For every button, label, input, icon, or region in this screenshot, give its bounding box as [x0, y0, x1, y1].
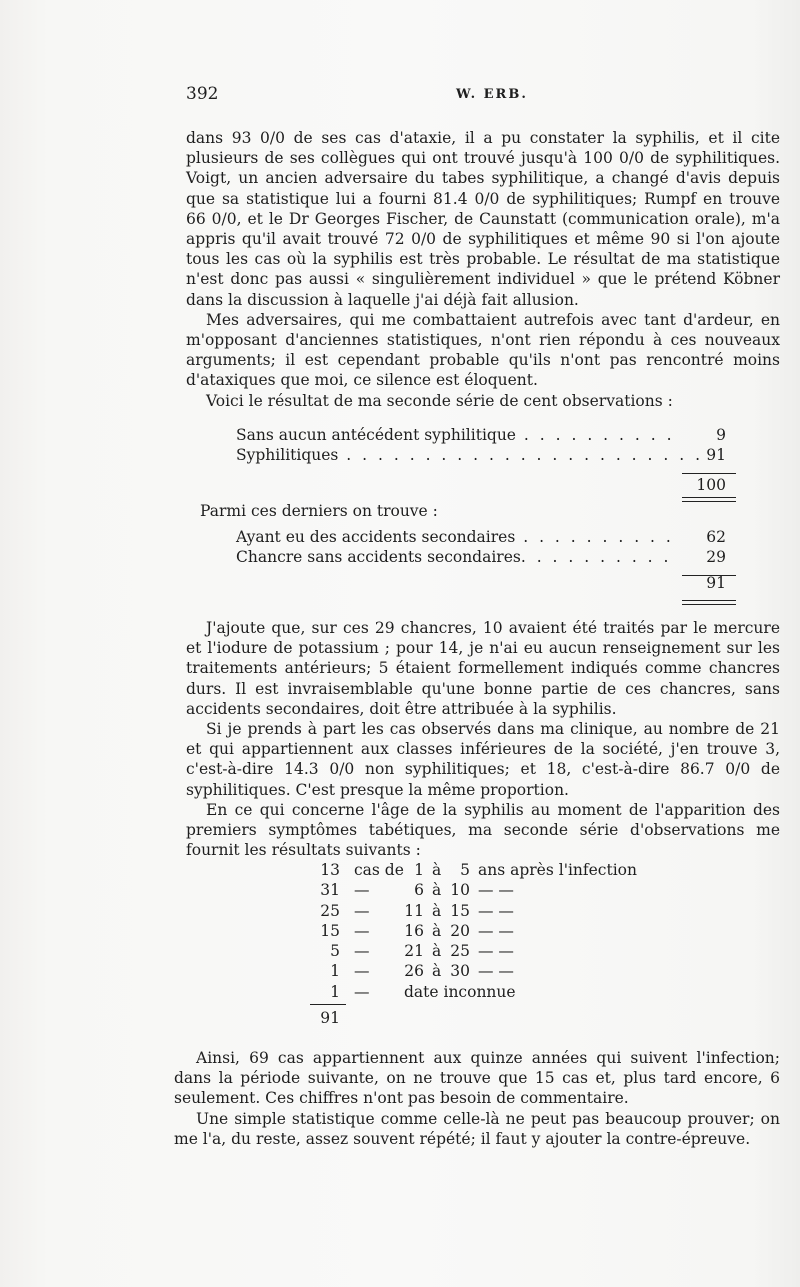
- range-sep: à: [432, 881, 442, 900]
- paragraph: En ce qui concerne l'âge de la syphilis au moment de l'apparition des premiers symptômes tabétiques, ma seconde série d'observations me fournit les résultats suivants :: [186, 800, 780, 860]
- ditto-mark: — —: [478, 962, 514, 981]
- range-to: 10: [450, 881, 470, 900]
- range-from: 26: [404, 962, 424, 981]
- stat-value: 9: [716, 426, 726, 444]
- running-head: W. ERB.: [456, 87, 528, 102]
- page-number: 392: [186, 84, 219, 104]
- stat-label: Sans aucun antécédent syphilitique: [236, 426, 516, 444]
- range-to: 5: [460, 861, 470, 879]
- paragraph: Si je prends à part les cas observés dans ma clinique, au nombre de 21 et qui appartiennent aux classes inférieures de la société, j'en trouve 3, c'est-à-dire 14.3 0/0 non syphilitiques; et 18, c'est-à-dire 86.7 0/0 de syphilitiques. C'est presque la même proportion.: [186, 720, 780, 799]
- stat-label: Syphilitiques: [236, 446, 339, 464]
- total-double-rule: [682, 600, 736, 605]
- body-text-top: [186, 128, 780, 411]
- stat-row: [186, 527, 746, 547]
- range-to: 15: [450, 901, 470, 920]
- paragraph: Une simple statistique comme celle-là ne peut pas beaucoup prouver; on me l'a, du reste, assez souvent répété; il faut y ajouter la contre-épreuve.: [174, 1109, 780, 1148]
- ditto-mark: — —: [478, 881, 514, 900]
- stat-value: 29: [706, 548, 726, 566]
- case-count: 25: [320, 901, 340, 920]
- range-sep: à: [432, 962, 442, 981]
- sum-rule: [310, 1004, 346, 1005]
- ditto-mark: —: [354, 921, 370, 940]
- range-to: 20: [450, 921, 470, 940]
- range-from: 11: [404, 901, 424, 920]
- ditto-mark: —: [354, 942, 370, 961]
- unknown-date-label: date inconnue: [404, 982, 516, 1001]
- range-from: 6: [414, 881, 424, 900]
- stat-value: 62: [706, 528, 726, 546]
- paragraph: dans 93 0/0 de ses cas d'ataxie, il a pu constater la syphilis, et il cite plusieurs de ses collègues qui ont trouvé jusqu'à 100 0/0 de syphilitiques. Voigt, un ancien adversaire du tabes syphilitique, a changé d'avis depuis que sa statistique lui a fourni 81.4 0/0 de syphilitiques; Rumpf en trouve 66 0/0, et le Dr Georges Fischer, de Caunstatt (communication orale), m'a appris qu'il avait trouvé 72 0/0 de syphilitiques et même 90 si l'on ajoute tous les cas où la syphilis est très probable. Le résultat de ma statistique n'est donc pas aussi « singulièrement individuel » que le prétend Köbner dans la discussion à laquelle j'ai déjà fait allusion.: [186, 129, 780, 309]
- case-count: 31: [320, 881, 340, 900]
- case-count: 15: [320, 921, 340, 940]
- case-count: 13: [320, 861, 340, 879]
- ditto-mark: —: [354, 881, 370, 900]
- range-from: 16: [404, 921, 424, 940]
- body-text-middle: [186, 618, 780, 860]
- leader-dots: . . . . . . . . . .: [515, 426, 675, 444]
- stat-row: [186, 445, 746, 465]
- unit-label: cas de: [354, 861, 404, 879]
- page-header: [186, 84, 776, 108]
- ditto-mark: — —: [478, 942, 514, 961]
- stat-row: [186, 425, 746, 445]
- stat-label: Chancre sans accidents secondaires: [236, 548, 521, 566]
- stat-label: Ayant eu des accidents secondaires: [236, 528, 516, 546]
- ditto-mark: —: [354, 982, 370, 1001]
- range-sep: à: [432, 861, 442, 879]
- statistics-first-series: [186, 425, 746, 593]
- leader-dots: . . . . . . . . . . . . . . . . . . . . . . .: [338, 446, 704, 464]
- stat-total-row: [186, 573, 746, 593]
- range-sep: à: [432, 921, 442, 940]
- case-count: 1: [330, 982, 340, 1001]
- body-text-bottom: [174, 1048, 780, 1149]
- ditto-mark: — —: [478, 901, 514, 920]
- stat-intro: Parmi ces derniers on trouve :: [200, 502, 438, 520]
- stat-row: [186, 547, 746, 567]
- paragraph: J'ajoute que, sur ces 29 chancres, 10 avaient été traités par le mercure et l'iodure de potassium ; pour 14, je n'ai eu aucun renseignement sur les traitements antérieurs; 5 étaient formellement indiqués comme chancres durs. Il est invraisemblable qu'une bonne partie de ces chancres, sans accidents secondaires, doit être attribuée à la syphilis.: [186, 619, 780, 718]
- range-sep: à: [432, 901, 442, 920]
- case-count: 5: [330, 942, 340, 961]
- stat-intro-row: [186, 501, 746, 521]
- ditto-mark: —: [354, 962, 370, 981]
- range-from: 1: [414, 861, 424, 879]
- stat-total: 100: [696, 476, 726, 494]
- range-to: 30: [450, 962, 470, 981]
- case-total: 91: [320, 1009, 340, 1028]
- ditto-mark: —: [354, 901, 370, 920]
- stat-total-row: [186, 475, 746, 495]
- paragraph: Mes adversaires, qui me combattaient autrefois avec tant d'ardeur, en m'opposant d'anciennes statistiques, n'ont rien répondu à ces nouveaux arguments; il est cependant probable qu'ils n'ont pas rencontré moins d'ataxiques que moi, ce silence est éloquent.: [186, 310, 780, 390]
- ditto-mark: — —: [478, 921, 514, 940]
- range-suffix: ans après l'infection: [478, 861, 637, 879]
- paragraph: Ainsi, 69 cas appartiennent aux quinze années qui suivent l'infection; dans la période suivante, on ne trouve que 15 cas et, plus tard encore, 6 seulement. Ces chiffres n'ont pas besoin de commentaire.: [174, 1049, 780, 1108]
- leader-dots: . . . . . . . . . .: [515, 528, 674, 546]
- paragraph: Voici le résultat de ma seconde série de cent observations :: [206, 391, 673, 410]
- leader-dots: . . . . . . . . . .: [520, 548, 672, 566]
- range-sep: à: [432, 942, 442, 961]
- stat-value: 91: [706, 446, 726, 464]
- case-count: 1: [330, 962, 340, 981]
- stat-total: 91: [706, 574, 726, 592]
- range-to: 25: [450, 942, 470, 961]
- sum-rule: [682, 473, 736, 474]
- range-from: 21: [404, 942, 424, 961]
